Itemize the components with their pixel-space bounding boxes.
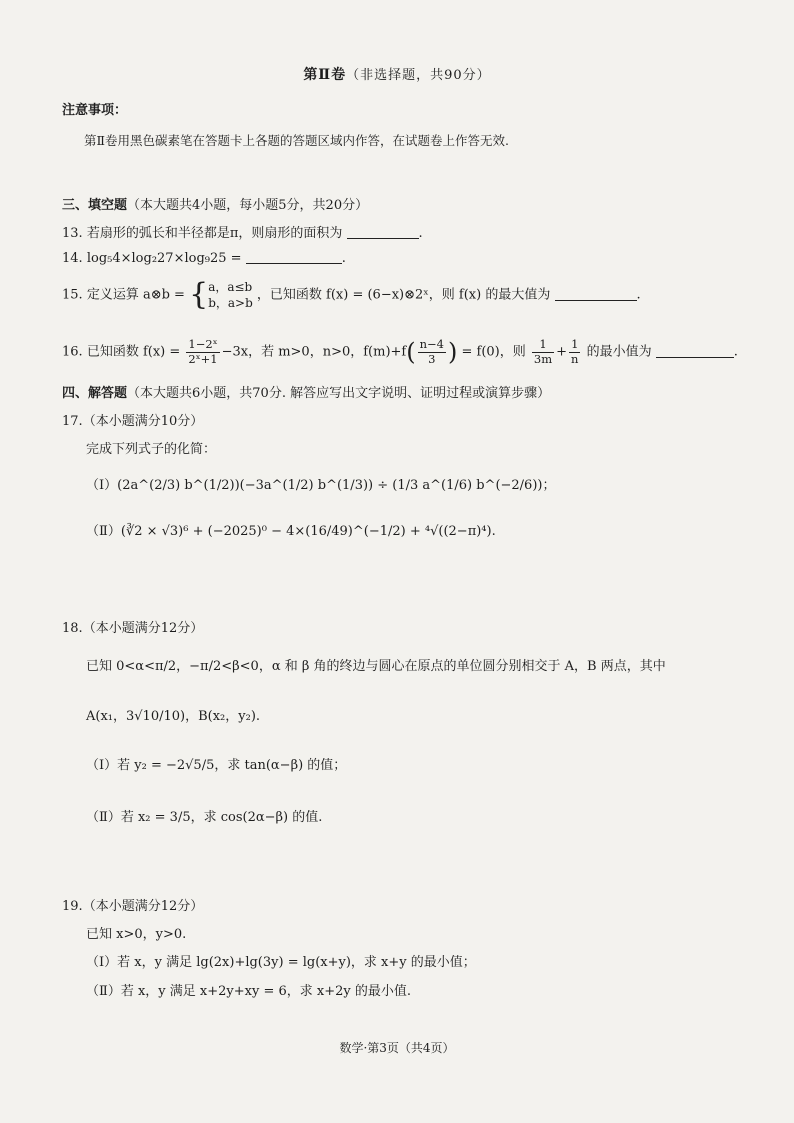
q16-func-fraction — [186, 338, 219, 365]
q15-case1: a，a≤b — [208, 280, 253, 294]
q17-part-1 — [86, 474, 555, 493]
q14-num: 14. — [62, 251, 83, 266]
title-subtitle: （非选择题，共90分） — [346, 68, 491, 83]
q15-answer-blank[interactable] — [555, 288, 637, 301]
q17-num: 17. — [62, 414, 83, 429]
q15-brace: { — [189, 277, 209, 313]
q13-answer-blank[interactable] — [347, 226, 419, 239]
q19-intro: 已知 x>0，y>0. — [86, 927, 187, 942]
q17-p1-expr: (2a^(2/3) b^(1/2))(−3a^(1/2) b^(1/3)) ÷ (1/3 a^(1/6) b^(−2/6))； — [117, 478, 556, 493]
page-title — [0, 64, 794, 84]
q15-cases — [208, 279, 253, 311]
q18-points: A(x₁，3√10/10)，B(x₂，y₂). — [86, 709, 261, 724]
q16-func-num: 1−2ˣ — [188, 337, 218, 352]
q16-paren-close: ) — [447, 338, 458, 366]
page-footer: 数学·第3页（共4页） — [339, 1041, 455, 1055]
q17-p2-expr: (∛2 × √3)⁶ + (−2025)⁰ − 4×(16/49)^(−1/2) + ⁴√((2−π)⁴). — [120, 524, 496, 539]
q13-end: . — [418, 226, 423, 241]
q14-answer-blank[interactable] — [246, 251, 342, 264]
question-18-header — [62, 617, 203, 636]
q16-arg-fraction — [418, 338, 446, 365]
q17-intro: 完成下列式子的化简： — [86, 442, 217, 457]
notes-heading: 注意事项： — [62, 103, 128, 118]
q18-part-2 — [86, 806, 322, 825]
q19-p2-label: （Ⅱ） — [86, 984, 121, 999]
q13-num: 13. — [62, 226, 83, 241]
q19-p1-text: 若 x，y 满足 lg(2x)+lg(3y) = lg(x+y)，求 x+y 的最小值； — [117, 955, 476, 970]
q15-num: 15. — [62, 287, 83, 303]
q16-func-den: 2ˣ+1 — [188, 351, 218, 366]
q13-text: 若扇形的弧长和半径都是π，则扇形的面积为 — [86, 226, 343, 241]
q19-num: 19. — [62, 899, 83, 914]
q18-part-1 — [86, 754, 346, 773]
q17-score: （本小题满分10分） — [82, 414, 204, 429]
q16-mid1: −3x，若 m>0，n>0，f(m)+f — [221, 344, 407, 360]
q16-frac1-den: 3m — [533, 351, 553, 366]
section-4-heading — [62, 382, 550, 401]
q19-part-1 — [86, 951, 476, 970]
q15-pre: 定义运算 a⊗b = — [86, 287, 185, 303]
question-15 — [62, 279, 641, 311]
q16-frac2-num: 1 — [569, 338, 580, 352]
q16-plus: + — [556, 344, 568, 360]
q14-text: log₅4×log₂27×log₉25 = — [86, 251, 242, 266]
q18-p1-label: （Ⅰ） — [86, 758, 118, 773]
q19-p1-label: （Ⅰ） — [86, 955, 118, 970]
q16-frac-1 — [532, 338, 554, 365]
question-14 — [62, 251, 346, 266]
q16-frac-2 — [569, 338, 580, 365]
q15-end: . — [636, 287, 641, 303]
q16-arg-den: 3 — [428, 351, 436, 366]
q18-p2-label: （Ⅱ） — [86, 810, 121, 825]
q18-score: （本小题满分12分） — [82, 621, 204, 636]
q17-p1-label: （Ⅰ） — [86, 478, 118, 493]
section-3-desc: （本大题共4小题，每小题5分，共20分） — [127, 198, 369, 213]
q16-mid2: = f(0)，则 — [461, 344, 526, 360]
title-main: 第Ⅱ卷 — [303, 67, 347, 83]
q18-p2-text: 若 x₂ = 3/5，求 cos(2α−β) 的值. — [120, 810, 323, 825]
section-3-heading — [62, 194, 368, 213]
section-4-label: 四、解答题 — [62, 386, 128, 401]
q15-mid: ，已知函数 f(x) = (6−x)⊗2ˣ，则 f(x) 的最大值为 — [256, 287, 551, 303]
q18-p1-text: 若 y₂ = −2√5/5，求 tan(α−β) 的值； — [117, 758, 347, 773]
question-13 — [62, 222, 423, 241]
question-16 — [62, 338, 738, 366]
q16-end: . — [733, 344, 738, 360]
q16-frac2-den: n — [571, 351, 579, 366]
q17-p2-label: （Ⅱ） — [86, 524, 121, 539]
section-4-desc: （本大题共6小题，共70分. 解答应写出文字说明、证明过程或演算步骤） — [127, 386, 551, 401]
q18-intro: 已知 0<α<π/2，−π/2<β<0，α 和 β 角的终边与圆心在原点的单位圆分别相交于 A，B 两点，其中 — [86, 659, 666, 674]
question-19-header — [62, 895, 203, 914]
q19-part-2 — [86, 980, 411, 999]
notes-body: 第Ⅱ卷用黑色碳素笔在答题卡上各题的答题区域内作答，在试题卷上作答无效. — [84, 133, 509, 148]
q16-num: 16. — [62, 344, 83, 360]
q17-part-2 — [86, 520, 496, 539]
q19-score: （本小题满分12分） — [82, 899, 204, 914]
q18-num: 18. — [62, 621, 83, 636]
q16-frac1-num: 1 — [532, 338, 554, 352]
q16-pre: 已知函数 f(x) = — [86, 344, 181, 360]
q16-mid3: 的最小值为 — [586, 344, 652, 360]
question-17-header — [62, 410, 203, 429]
q15-case2: b，a>b — [208, 296, 253, 311]
q16-arg-num: n−4 — [419, 337, 444, 352]
q16-answer-blank[interactable] — [656, 345, 734, 358]
section-3-label: 三、填空题 — [62, 198, 128, 213]
q14-end: . — [341, 251, 346, 266]
q19-p2-text: 若 x，y 满足 x+2y+xy = 6，求 x+2y 的最小值. — [120, 984, 411, 999]
q16-paren-open: ( — [406, 338, 416, 366]
